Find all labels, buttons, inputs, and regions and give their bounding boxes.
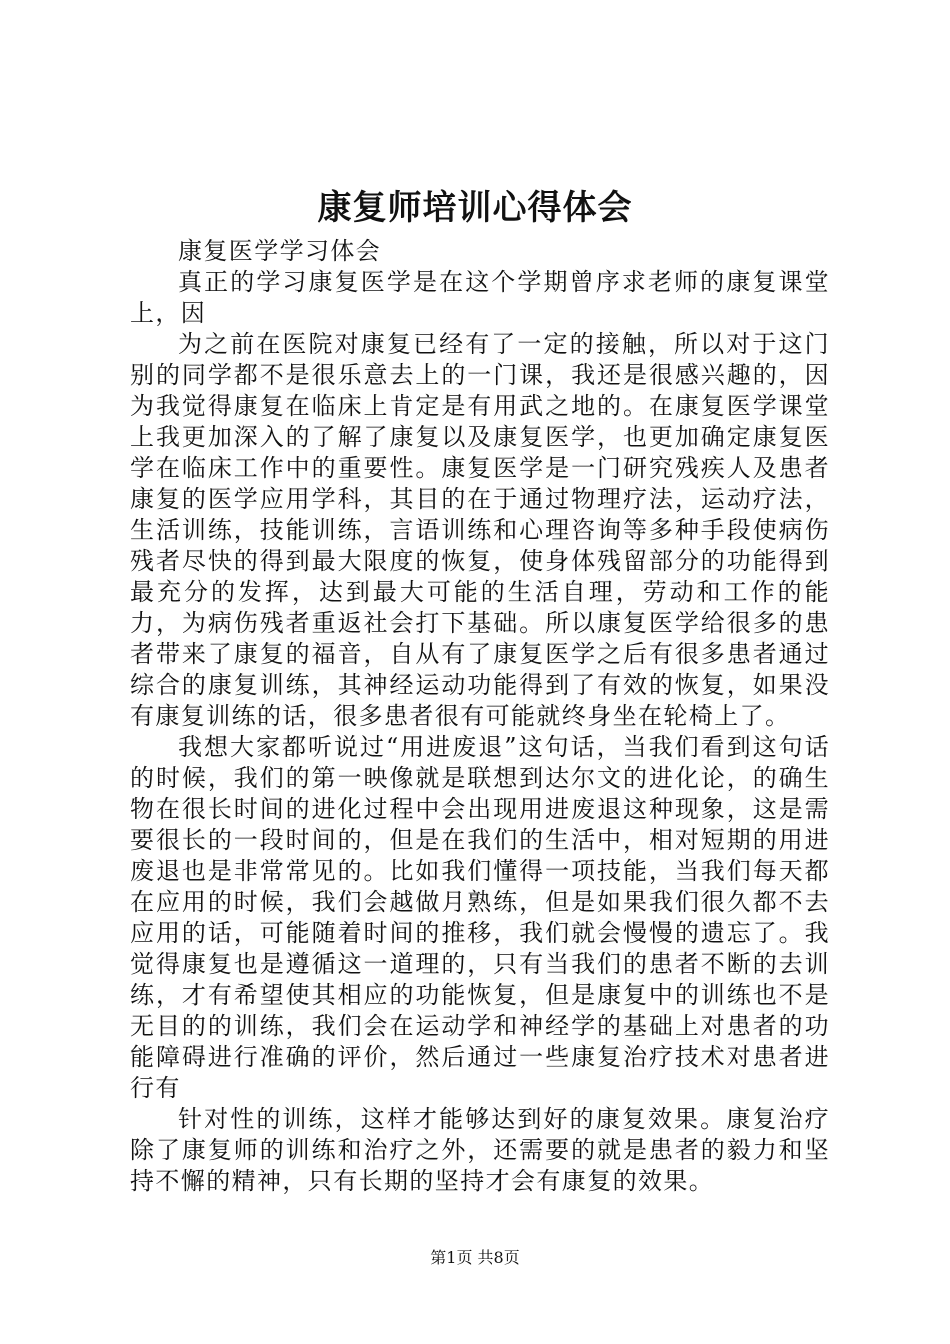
paragraph: 我想大家都听说过“用进废退”这句话，当我们看到这句话的时候，我们的第一映像就是联想到达尔文的进化论，的确生物在很长时间的进化过程中会出现用进废退这种现象，这是需要很长的一段时间的，但是在我们的生活中，相对短期的用进废退也是非常常见的。比如我们懂得一项技能，当我们每天都在应用的时候，我们会越做月熟练，但是如果我们很久都不去应用的话，可能随着时间的推移，我们就会慢慢的遗忘了。我觉得康复也是遵循这一道理的，只有当我们的患者不断的去训练，才有希望使其相应的功能恢复，但是康复中的训练也不是无目的的训练，我们会在运动学和神经学的基础上对患者的功能障碍进行准确的评价，然后通过一些康复治疗技术对患者进行有 xyxy=(130,733,830,1102)
paragraph: 针对性的训练，这样才能够达到好的康复效果。康复治疗除了康复师的训练和治疗之外，还需要的就是患者的毅力和坚持不懈的精神，只有长期的坚持才会有康复的效果。 xyxy=(130,1105,830,1195)
paragraph-subtitle: 康复医学学习体会 xyxy=(178,237,382,265)
page-footer: 第1页 共8页 xyxy=(430,1248,520,1267)
document-title: 康复师培训心得体会 xyxy=(317,188,633,228)
document-body xyxy=(130,236,830,1197)
paragraph: 真正的学习康复医学是在这个学期曾序求老师的康复课堂上，因 xyxy=(130,268,830,327)
paragraph: 为之前在医院对康复已经有了一定的接触，所以对于这门别的同学都不是很乐意去上的一门课，我还是很感兴趣的，因为我觉得康复在临床上肯定是有用武之地的。在康复医学课堂上我更加深入的了解了康复以及康复医学，也更加确定康复医学在临床工作中的重要性。康复医学是一门研究残疾人及患者康复的医学应用学科，其目的在于通过物理疗法，运动疗法，生活训练，技能训练，言语训练和心理咨询等多种手段使病伤残者尽快的得到最大限度的恢复，使身体残留部分的功能得到最充分的发挥，达到最大可能的生活自理，劳动和工作的能力，为病伤残者重返社会打下基础。所以康复医学给很多的患者带来了康复的福音，自从有了康复医学之后有很多患者通过综合的康复训练，其神经运动功能得到了有效的恢复，如果没有康复训练的话，很多患者很有可能就终身坐在轮椅上了。 xyxy=(130,330,830,730)
